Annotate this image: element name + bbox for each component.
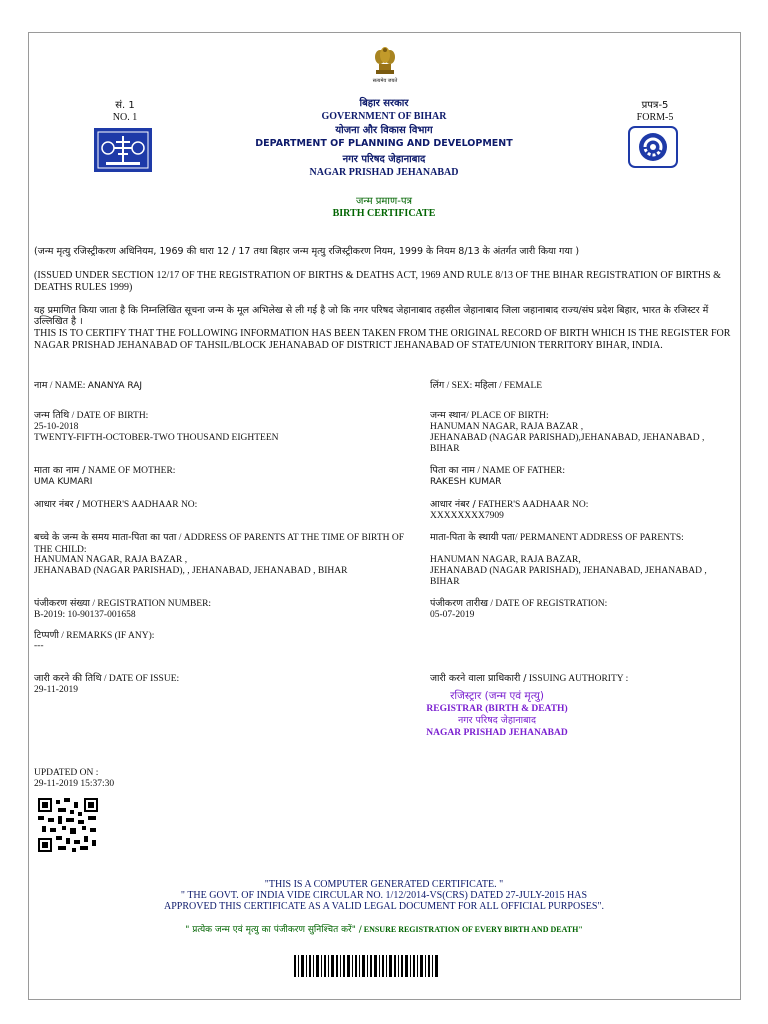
address-at-birth-line-2: JEHANABAD (NAGAR PARISHAD), , JEHANABAD, JEHANABAD , BIHAR [34, 566, 348, 576]
mother-aadhaar-label [34, 499, 197, 512]
dob-label-english: / DATE OF BIRTH: [69, 411, 149, 421]
registration-date-label [430, 598, 607, 611]
mother-label-hindi: माता का नाम / [34, 465, 86, 476]
father-label-english: / NAME OF FATHER: [474, 466, 566, 476]
issue-date-label [34, 673, 179, 686]
title-english: BIRTH CERTIFICATE [332, 208, 436, 219]
sex-label: / SEX: [444, 381, 475, 391]
sex-value: / FEMALE [496, 381, 543, 391]
crs-logo-icon [628, 126, 678, 168]
registrar-english: REGISTRAR (BIRTH & DEATH) [426, 704, 568, 714]
authority-nagar-english: NAGAR PRISHAD JEHANABAD [426, 728, 568, 738]
father-value: RAKESH KUMAR [430, 477, 502, 487]
name-value: ANANYA RAJ [87, 381, 143, 391]
registrar-hindi: रजिस्ट्रार (जन्म एवं मृत्यु) [450, 690, 544, 702]
registration-number-label [34, 598, 211, 611]
certify-hindi: यह प्रमाणित किया जाता है कि निम्नलिखित सूचना जन्म के मूल अभिलेख से ली गई है जो कि नगर परिषद जेहानाबाद तहसील जेहानाबाद जिला जहानाबाद राज्य/संघ प्रदेश बिहार, भारत के रजिस्टर में उल्लिखित है । [34, 305, 709, 327]
dept-english: DEPARTMENT OF PLANNING AND DEVELOPMENT [255, 138, 513, 149]
father-aadhaar-label [430, 499, 588, 512]
sex-label-hindi: लिंग [430, 380, 445, 391]
mother-label-english: NAME OF MOTHER: [85, 466, 176, 476]
bihar-govt-logo [94, 128, 152, 172]
permanent-address-label-english: / PERMANENT ADDRESS OF PARENTS: [514, 533, 684, 543]
pob-line-1: HANUMAN NAGAR, RAJA BAZAR , [430, 422, 584, 432]
dob-words: TWENTY-FIFTH-OCTOBER-TWO THOUSAND EIGHTEEN [34, 433, 279, 443]
govt-hindi: बिहार सरकार [359, 98, 409, 109]
address-at-birth-label-english: / ADDRESS OF PARENTS AT THE TIME OF BIRTH OF THE CHILD: [34, 533, 404, 555]
emblem-motto: सत्यमेव जयते [372, 78, 398, 84]
pob-label-english: / PLACE OF BIRTH: [466, 411, 549, 421]
mother-value: UMA KUMARI [34, 477, 93, 487]
pob-line-3: BIHAR [430, 444, 460, 454]
registration-date-label-hindi: पंजीकरण तारीख [430, 598, 488, 609]
govt-english: GOVERNMENT OF BIHAR [321, 111, 447, 122]
number-english: NO. 1 [112, 112, 138, 123]
footer-circular-line-2: APPROVED THIS CERTIFICATE AS A VALID LEGAL DOCUMENT FOR ALL OFFICIAL PURPOSES". [163, 901, 605, 912]
remarks-label-hindi: टिप्पणी [34, 630, 59, 641]
registration-date-label-english: / DATE OF REGISTRATION: [487, 599, 608, 609]
registration-date-value: 05-07-2019 [430, 610, 475, 620]
father-label [430, 465, 565, 478]
form-hindi: प्रपत्र-5 [641, 100, 669, 111]
address-at-birth-label [34, 532, 419, 556]
permanent-address-label [430, 532, 684, 545]
name-field [34, 380, 142, 393]
barcode-icon [294, 955, 440, 977]
footer-circular-line-1: " THE GOVT. OF INDIA VIDE CIRCULAR NO. 1/12/2014-VS(CRS) DATED 27-JULY-2015 HAS [180, 890, 588, 901]
mother-aadhaar-label-hindi: आधार नंबर / [34, 499, 80, 510]
number-hindi: सं. 1 [115, 100, 135, 111]
title-hindi: जन्म प्रमाण-पत्र [355, 196, 413, 207]
dob-label-hindi: जन्म तिथि [34, 410, 70, 421]
remarks-value: --- [34, 641, 44, 651]
name-label-hindi: नाम [34, 380, 48, 391]
pob-label [430, 410, 549, 423]
updated-label: UPDATED ON : [34, 768, 99, 778]
state-emblem-icon [370, 44, 400, 80]
issued-under-hindi: (जन्म मृत्यु रजिस्ट्रीकरण अधिनियम, 1969 की धारा 12 / 17 तथा बिहार जन्म मृत्यु रजिस्ट्रीकरण नियम, 1999 के नियम 8/13 के अंतर्गत जारी किया गया ) [34, 246, 580, 257]
footer-computer-generated: "THIS IS A COMPUTER GENERATED CERTIFICATE. " [264, 879, 504, 890]
issue-date-label-hindi: जारी करने की तिथि [34, 673, 102, 684]
sex-field [430, 380, 542, 393]
father-aadhaar-label-english: FATHER'S AADHAAR NO: [475, 500, 589, 510]
dob-label [34, 410, 148, 423]
footer-slogan-hindi: " प्रत्येक जन्म एवं मृत्यु का पंजीकरण सुनिश्चित करें" / [185, 925, 362, 935]
issuing-authority-label-english: ISSUING AUTHORITY : [526, 674, 629, 684]
footer-slogan [60, 924, 708, 937]
name-label: / NAME: [47, 381, 88, 391]
mother-label [34, 465, 175, 478]
registration-number-label-english: / REGISTRATION NUMBER: [89, 599, 212, 609]
registration-number-label-hindi: पंजीकरण संख्या [34, 598, 90, 609]
permanent-address-line-2: JEHANABAD (NAGAR PARISHAD), JEHANABAD, JEHANABAD , [430, 566, 707, 576]
address-at-birth-label-hindi: बच्चे के जन्म के समय माता-पिता का पता [34, 532, 177, 543]
permanent-address-line-1: HANUMAN NAGAR, RAJA BAZAR, [430, 555, 581, 565]
registration-number-value: B-2019: 10-90137-001658 [34, 610, 136, 620]
issue-date-value: 29-11-2019 [34, 685, 78, 695]
sex-value-hindi: महिला [474, 380, 497, 391]
footer-slogan-english: ENSURE REGISTRATION OF EVERY BIRTH AND DEATH" [361, 925, 583, 934]
issuing-authority-label-hindi: जारी करने वाला प्राधिकारी / [430, 673, 527, 684]
issue-date-label-english: / DATE OF ISSUE: [101, 674, 180, 684]
qr-code-icon [38, 798, 98, 852]
remarks-label-english: / REMARKS (IF ANY): [58, 631, 155, 641]
permanent-address-line-3: BIHAR [430, 577, 460, 587]
father-label-hindi: पिता का नाम [430, 465, 475, 476]
updated-value: 29-11-2019 15:37:30 [34, 779, 115, 789]
nagar-english: NAGAR PRISHAD JEHANABAD [309, 167, 459, 178]
dob-value: 25-10-2018 [34, 422, 79, 432]
address-at-birth-line-1: HANUMAN NAGAR, RAJA BAZAR , [34, 555, 188, 565]
dept-hindi: योजना और विकास विभाग [335, 125, 433, 136]
pob-label-hindi: जन्म स्थान [430, 410, 467, 421]
father-aadhaar-label-hindi: आधार नंबर / [430, 499, 476, 510]
permanent-address-label-hindi: माता-पिता के स्थायी पता [430, 532, 515, 543]
father-aadhaar-value: XXXXXXXX7909 [430, 511, 504, 521]
remarks-label [34, 630, 154, 643]
pob-line-2: JEHANABAD (NAGAR PARISHAD),JEHANABAD, JEHANABAD , [430, 433, 705, 443]
nagar-hindi: नगर परिषद जेहानाबाद [342, 154, 426, 165]
form-english: FORM-5 [636, 112, 674, 123]
authority-nagar-hindi: नगर परिषद जेहानाबाद [457, 715, 537, 726]
issuing-authority-label [430, 673, 628, 686]
issued-under-english: (ISSUED UNDER SECTION 12/17 OF THE REGISTRATION OF BIRTHS & DEATHS ACT, 1969 AND RULE 8/13 OF THE BIHAR REGISTRATION OF BIRTHS & DEATHS RULES 1999) [34, 270, 721, 293]
certify-english: THIS IS TO CERTIFY THAT THE FOLLOWING INFORMATION HAS BEEN TAKEN FROM THE ORIGINAL RECORD OF BIRTH WHICH IS THE REGISTER FOR NAGAR PRISHAD JEHANABAD OF TAHSIL/BLOCK JEHANABAD OF DISTRICT JEHANABAD OF STATE/UNION TERRITORY BIHAR, INDIA. [34, 328, 731, 351]
mother-aadhaar-label-english: MOTHER'S AADHAAR NO: [79, 500, 198, 510]
